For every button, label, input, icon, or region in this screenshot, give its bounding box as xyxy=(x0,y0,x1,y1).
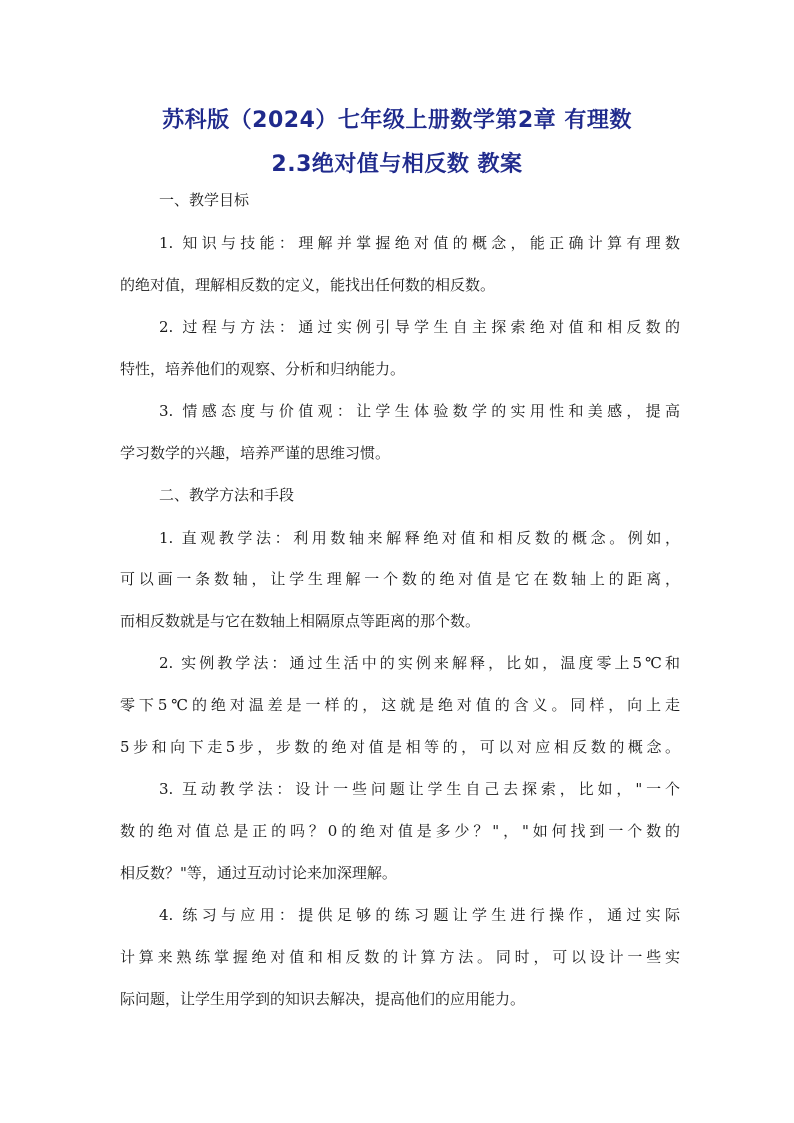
method-3-line-1: 3. 互动教学法：设计一些问题让学生自己去探索，比如，"一个 xyxy=(159,780,680,798)
method-1-line-2: 可以画一条数轴，让学生理解一个数的绝对值是它在数轴上的距离， xyxy=(120,570,680,588)
objective-3-line-1: 3. 情感态度与价值观：让学生体验数学的实用性和美感，提高 xyxy=(159,402,680,420)
method-3-line-3: 相反数？"等，通过互动讨论来加深理解。 xyxy=(120,864,397,882)
method-2-line-2: 零下5℃的绝对温差是一样的，这就是绝对值的含义。同样，向上走 xyxy=(120,696,680,714)
method-4-line-1: 4. 练习与应用：提供足够的练习题让学生进行操作，通过实际 xyxy=(159,906,680,924)
method-4-line-3: 际问题，让学生用学到的知识去解决，提高他们的应用能力。 xyxy=(120,990,526,1008)
method-1-line-1: 1. 直观教学法：利用数轴来解释绝对值和相反数的概念。例如， xyxy=(159,529,680,547)
method-4-line-2: 计算来熟练掌握绝对值和相反数的计算方法。同时，可以设计一些实 xyxy=(120,948,680,966)
objective-1-line-1: 1. 知识与技能：理解并掌握绝对值的概念，能正确计算有理数 xyxy=(159,234,680,252)
objective-2-line-2: 特性，培养他们的观察、分析和归纳能力。 xyxy=(120,360,406,378)
method-2-line-3: 5步和向下走5步，步数的绝对值是相等的，可以对应相反数的概念。 xyxy=(120,738,680,756)
section-1-heading: 一、教学目标 xyxy=(159,191,250,209)
method-1-line-3: 而相反数就是与它在数轴上相隔原点等距离的那个数。 xyxy=(120,612,481,630)
method-3-line-2: 数的绝对值总是正的吗？0的绝对值是多少？"，"如何找到一个数的 xyxy=(120,822,680,840)
document-title-line-1: 苏科版（2024）七年级上册数学第2章 有理数 xyxy=(162,108,632,133)
section-2-heading: 二、教学方法和手段 xyxy=(159,486,295,504)
objective-2-line-1: 2. 过程与方法：通过实例引导学生自主探索绝对值和相反数的 xyxy=(159,318,680,336)
objective-3-line-2: 学习数学的兴趣，培养严谨的思维习惯。 xyxy=(120,444,391,462)
objective-1-line-2: 的绝对值，理解相反数的定义，能找出任何数的相反数。 xyxy=(120,276,496,294)
method-2-line-1: 2. 实例教学法：通过生活中的实例来解释，比如，温度零上5℃和 xyxy=(159,654,680,672)
document-title-line-2: 2.3绝对值与相反数 教案 xyxy=(271,152,523,177)
